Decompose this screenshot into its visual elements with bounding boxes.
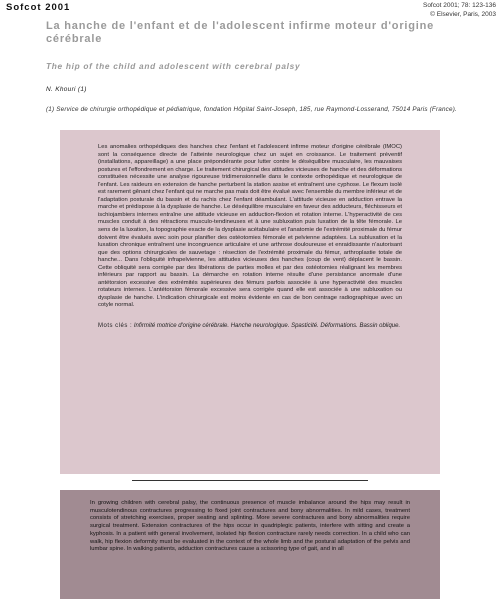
keywords: [98, 322, 402, 330]
abstract-english-text: In growing children with cerebral palsy, the continuous presence of muscle imbalance around the hips may result in musculotendinous contractures progressing to fixed joint contractures and bony abnormalities. In mild cases, treatment consists of stretching exercises, proper seating and splinting. More severe contractures and bony abnormalities require surgical treatment. Extension contractures of the hips occur in quadriplegic patients, interfere with sitting and create a kyphosis. In a patient with general involvement, isolated hip flexion contracture rarely needs correction. In a child who can walk, hip flexion deformity must be evaluated in the context of the whole limb and the postural adaptation of the pelvis and lumbar spine. In walking patients, adduction contractures cause a scissoring type of gait, and in all: [90, 500, 410, 553]
section-divider: [132, 480, 368, 481]
affiliation: (1) Service de chirurgie orthopédique et pédiatrique, fondation Hôpital Saint-Joseph, 185, rue Raymond-Losserand, 75014 Paris (France).: [46, 106, 457, 113]
abstract-english: [60, 490, 440, 599]
citation: Sofcot 2001; 78: 123-136: [422, 2, 496, 9]
abstract-french-text: Les anomalies orthopédiques des hanches chez l'enfant et l'adolescent infirme moteur d'origine cérébrale (IMOC) sont la conséquence directe de l'atteinte neurologique chez un sujet en croissance. Le traitement préventif (installations, appareillage) a une place prépondérante pour lutter contre le déséquilibre musculaire, les mauvaises postures et l'effondrement en charge. Le traitement chirurgical des attitudes vicieuses de hanche et des déformations constituées nécessite une analyse rigoureuse tridimensionnelle dans le contexte orthopédique et neurologique de l'enfant. Les raideurs en extension de hanche perturbent la station assise et entraînent une cyphose. Le flexum isolé est rarement gênant chez l'enfant qui ne marche pas mais doit être évalué avec l'ensemble du membre inférieur et de l'adaptation posturale du bassin et du rachis chez l'enfant déambulant. L'attitude vicieuse en adduction entrave la marche et prédispose à la dysplasie de hanche. Le déséquilibre musculaire en faveur des adducteurs, fléchisseurs et ischiojambiers internes entraîne une attitude vicieuse en adduction-flexion et rotation interne. L'hyperactivité de ces muscles conduit à des rétractions musculo-tendineuses et à une subluxation puis luxation de la tête fémorale. Le sens de la luxation, la topographie exacte de la dysplasie acétabulaire et l'anatomie de l'extrémité proximale du fémur doivent être évalués avec soin pour planifier des ostéotomies fémorale et pelvienne adaptées. La subluxation et la luxation chronique entraînent une incongruence articulaire et une arthrose douloureuse et enraidissante n'autorisant que des options chirurgicales de sauvetage : résection de l'extrémité proximale du fémur, arthroplastie totale de hanche... Dans l'obliquité infrapelvienne, les attitudes vicieuses des hanches (coup de vent) déplacent le bassin. Cette obliquité sera corrigée par des libérations de parties molles et par des ostéotomies réalignant les membres inférieurs par rapport au bassin. La démarche en rotation interne résulte d'une persistance anormale d'une antétorsion excessive des extrémités supérieures des fémurs parfois associée à une hyperactivité des muscles rotateurs internes. L'antétorsion fémorale excessive sera corrigée quand elle est associée à une subluxation ou dysplasie de hanche. L'indication chirurgicale est moins évidente en cas de bon centrage radiographique avec un cotyle normal.: [98, 144, 402, 309]
keywords-label: Mots clés :: [98, 323, 133, 330]
article-title-english: The hip of the child and adolescent with cerebral palsy: [46, 61, 301, 71]
keywords-values: Infirmité motrice d'origine cérébrale. Hanche neurologique. Spasticité. Déformations. Bassin oblique.: [133, 323, 401, 330]
citation-block: [423, 2, 496, 19]
author: N. Khouri (1): [46, 86, 87, 93]
journal-name: Sofcot 2001: [6, 2, 71, 13]
abstract-french: [60, 130, 440, 474]
copyright: © Elsevier, Paris, 2003: [430, 10, 496, 18]
article-title-french: La hanche de l'enfant et de l'adolescent infirme moteur d'origine cérébrale: [46, 20, 435, 45]
